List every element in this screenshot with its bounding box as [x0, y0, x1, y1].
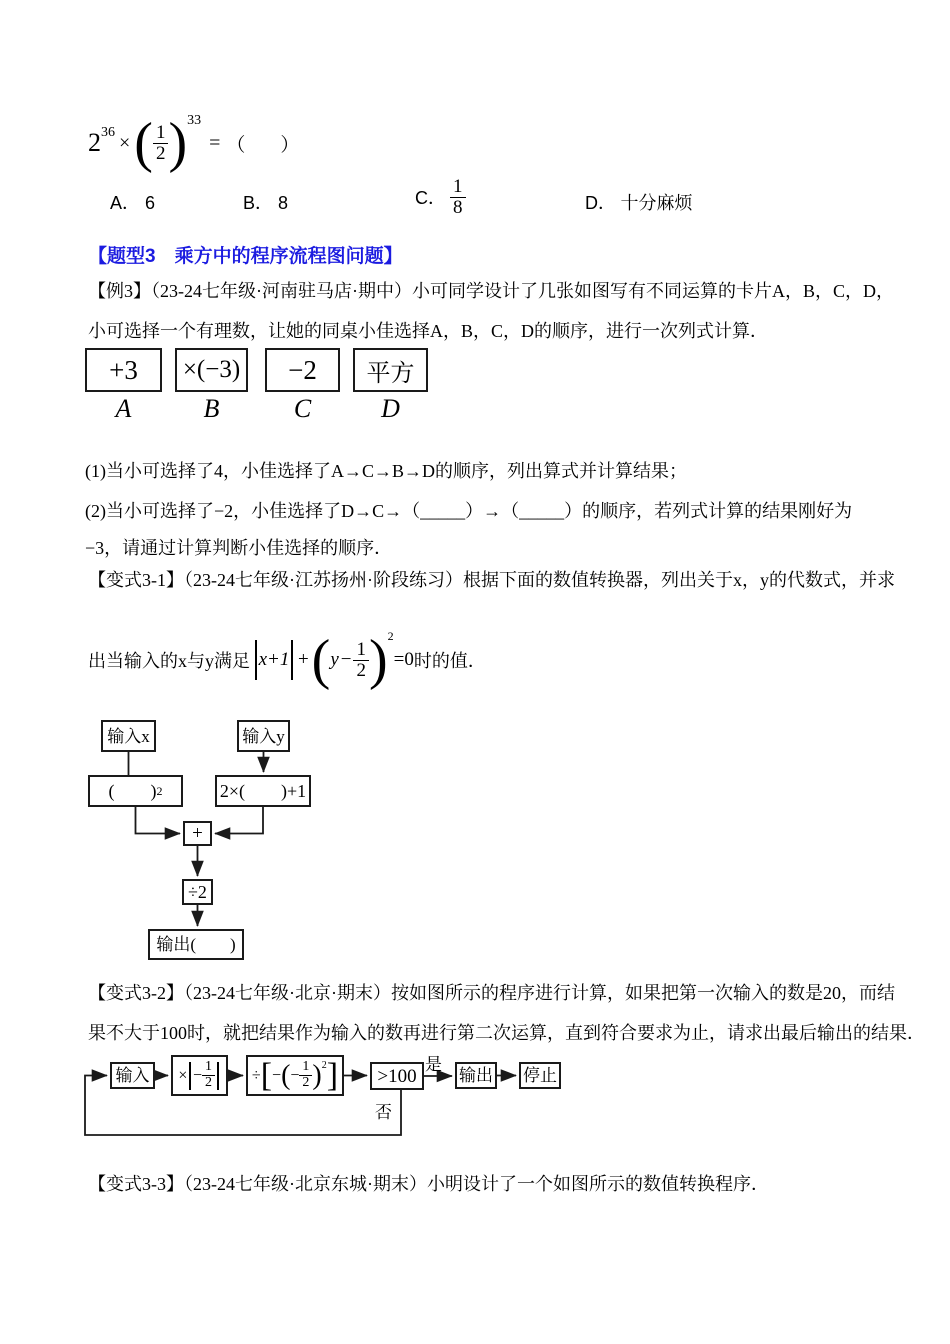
card-b-label: B — [203, 394, 220, 423]
option-c-denominator: 8 — [450, 197, 466, 218]
card-a-content: +3 — [109, 354, 138, 385]
card-d-label: D — [381, 394, 400, 423]
option-b-value: 8 — [278, 193, 289, 213]
condition-box: >100 — [370, 1062, 424, 1090]
fraction-denominator: 2 — [353, 660, 369, 681]
minus-sign: − — [340, 649, 352, 670]
fraction-numerator: 1 — [302, 1059, 310, 1075]
fraction-numerator: 1 — [205, 1059, 213, 1075]
card-d-content: 平方 — [366, 360, 415, 387]
square-base: ( ) — [108, 781, 157, 801]
program-flowchart — [78, 1050, 578, 1145]
card-c-box — [265, 348, 340, 392]
fraction-denominator: 2 — [299, 1075, 312, 1091]
divide-expression-box: ÷ [ − ( − $\frac{1}{2}$ ) $^2$ ] — [246, 1055, 344, 1096]
fraction-one-half — [153, 123, 169, 164]
topic-heading: 【题型3 乘方中的程序流程图问题】 — [88, 246, 403, 267]
square-box: ( ) 2 — [88, 775, 183, 807]
card-b-content: ×(−3) — [182, 356, 241, 383]
multiply-abs-box — [171, 1055, 228, 1096]
option-c-label: C． — [415, 188, 446, 209]
stop-box: 停止 — [519, 1062, 561, 1089]
input-y-box: 输入y — [237, 720, 290, 752]
fraction-one-half — [353, 640, 369, 681]
card-c-label: C — [293, 394, 312, 423]
option-c-fraction — [450, 177, 466, 218]
example3-question2-line2: −3，请通过计算判断小佳选择的顺序． — [85, 538, 393, 558]
variant33-intro: 【变式3-3】（23-24七年级·北京东城·期末）小明设计了一个如图所示的数值转换程序． — [88, 1174, 769, 1194]
card-b-box — [175, 348, 248, 392]
example3-line1: 【例3】（23-24七年级·河南驻马店·期中）小可同学设计了几张如图写有不同运算的卡片A，B，C，D， — [88, 281, 894, 301]
fraction-numerator: 1 — [356, 638, 366, 660]
linear-box: 2×( )+1 — [215, 775, 311, 807]
example3-question1: (1)当小可选择了4，小佳选择了A→C→B→D的顺序，列出算式并计算结果； — [85, 461, 687, 481]
converter-flowchart — [88, 713, 408, 965]
card-c-content: −2 — [288, 354, 317, 385]
option-b-label: B． — [243, 193, 274, 213]
example3-line2: 小可选择一个有理数，让她的同桌小佳选择A，B，C，D的顺序，进行一次列式计算． — [88, 321, 769, 341]
minus-sign: − — [193, 1066, 203, 1084]
variant31-condition-suffix: 时的值． — [413, 651, 486, 671]
yes-label: 是 — [425, 1055, 442, 1074]
abs-bar-left — [189, 1062, 191, 1090]
abs-expression: x+1 — [258, 649, 290, 670]
fraction-one-half — [202, 1060, 215, 1090]
plus-box: + — [183, 821, 212, 846]
fraction-denominator: 2 — [153, 143, 169, 164]
variant32-intro-line2: 果不大于100时，就把结果作为输入的数再进行第二次运算，直到符合要求为止，请求出最后输出的结果． — [88, 1023, 925, 1043]
card-a-box — [85, 348, 162, 392]
card-d-box — [353, 348, 428, 392]
option-d-value: 十分麻烦 — [620, 193, 693, 213]
fraction-denominator: 2 — [202, 1075, 215, 1091]
abs-bar-right — [291, 640, 293, 680]
example3-question2-line1: (2)当小可选择了−2，小佳选择了D→C→（_____）→（_____）的顺序，若列式计算的结果刚好为 — [85, 501, 853, 521]
option-d-label: D． — [585, 193, 616, 213]
divide-sign: ÷ — [251, 1066, 261, 1084]
fraction-one-half — [299, 1060, 312, 1090]
multiply-sign: × — [119, 131, 131, 154]
option-a-label: A． — [110, 193, 141, 213]
abs-bar-right — [217, 1062, 219, 1090]
output-box: 输出( ) — [148, 929, 244, 960]
variant32-intro-line1: 【变式3-2】（23-24七年级·北京·期末）按如图所示的程序进行计算，如果把第一次输入的数是20，而结 — [88, 983, 895, 1003]
negate-sign: − — [272, 1066, 282, 1084]
option-b — [243, 189, 288, 215]
input-box: 输入 — [110, 1062, 155, 1089]
option-a-value: 6 — [145, 193, 156, 213]
divide-two-box: ÷2 — [182, 879, 213, 905]
power-base: 2 — [88, 128, 101, 157]
output-box: 输出 — [455, 1062, 497, 1089]
minus-sign: − — [290, 1066, 300, 1084]
equals-sign: = — [209, 131, 221, 154]
operation-cards — [85, 348, 435, 426]
option-d — [585, 189, 693, 215]
plus-sign: + — [297, 649, 309, 670]
option-c-numerator: 1 — [453, 176, 463, 197]
variant31-condition: 出当输入的x与y满足 x+1 + ( y − $\frac{1}{2}$ ) $^2$ =0 时的值． — [88, 629, 486, 691]
abs-bar-left — [255, 640, 257, 680]
variant31-intro: 【变式3-1】（23-24七年级·江苏扬州·阶段练习）根据下面的数值转换器，列出关于x，y的代数式，并求 — [88, 570, 895, 590]
fraction-numerator: 1 — [155, 121, 166, 143]
variant31-condition-prefix: 出当输入的x与y满足 — [88, 651, 250, 671]
option-a — [110, 189, 155, 215]
input-x-box: 输入x — [101, 720, 156, 752]
times-sign: × — [178, 1066, 188, 1084]
no-label: 否 — [375, 1103, 392, 1122]
equals-zero: =0 — [393, 649, 414, 670]
option-c — [415, 177, 466, 218]
variable-y: y — [330, 649, 339, 670]
card-a-label: A — [115, 394, 132, 423]
answer-blank: （ ） — [226, 134, 308, 156]
power-expression: 2 $^{36}$ × ( $\frac{1}{2}$ ) $^{33}$ = （ ） — [88, 112, 308, 174]
